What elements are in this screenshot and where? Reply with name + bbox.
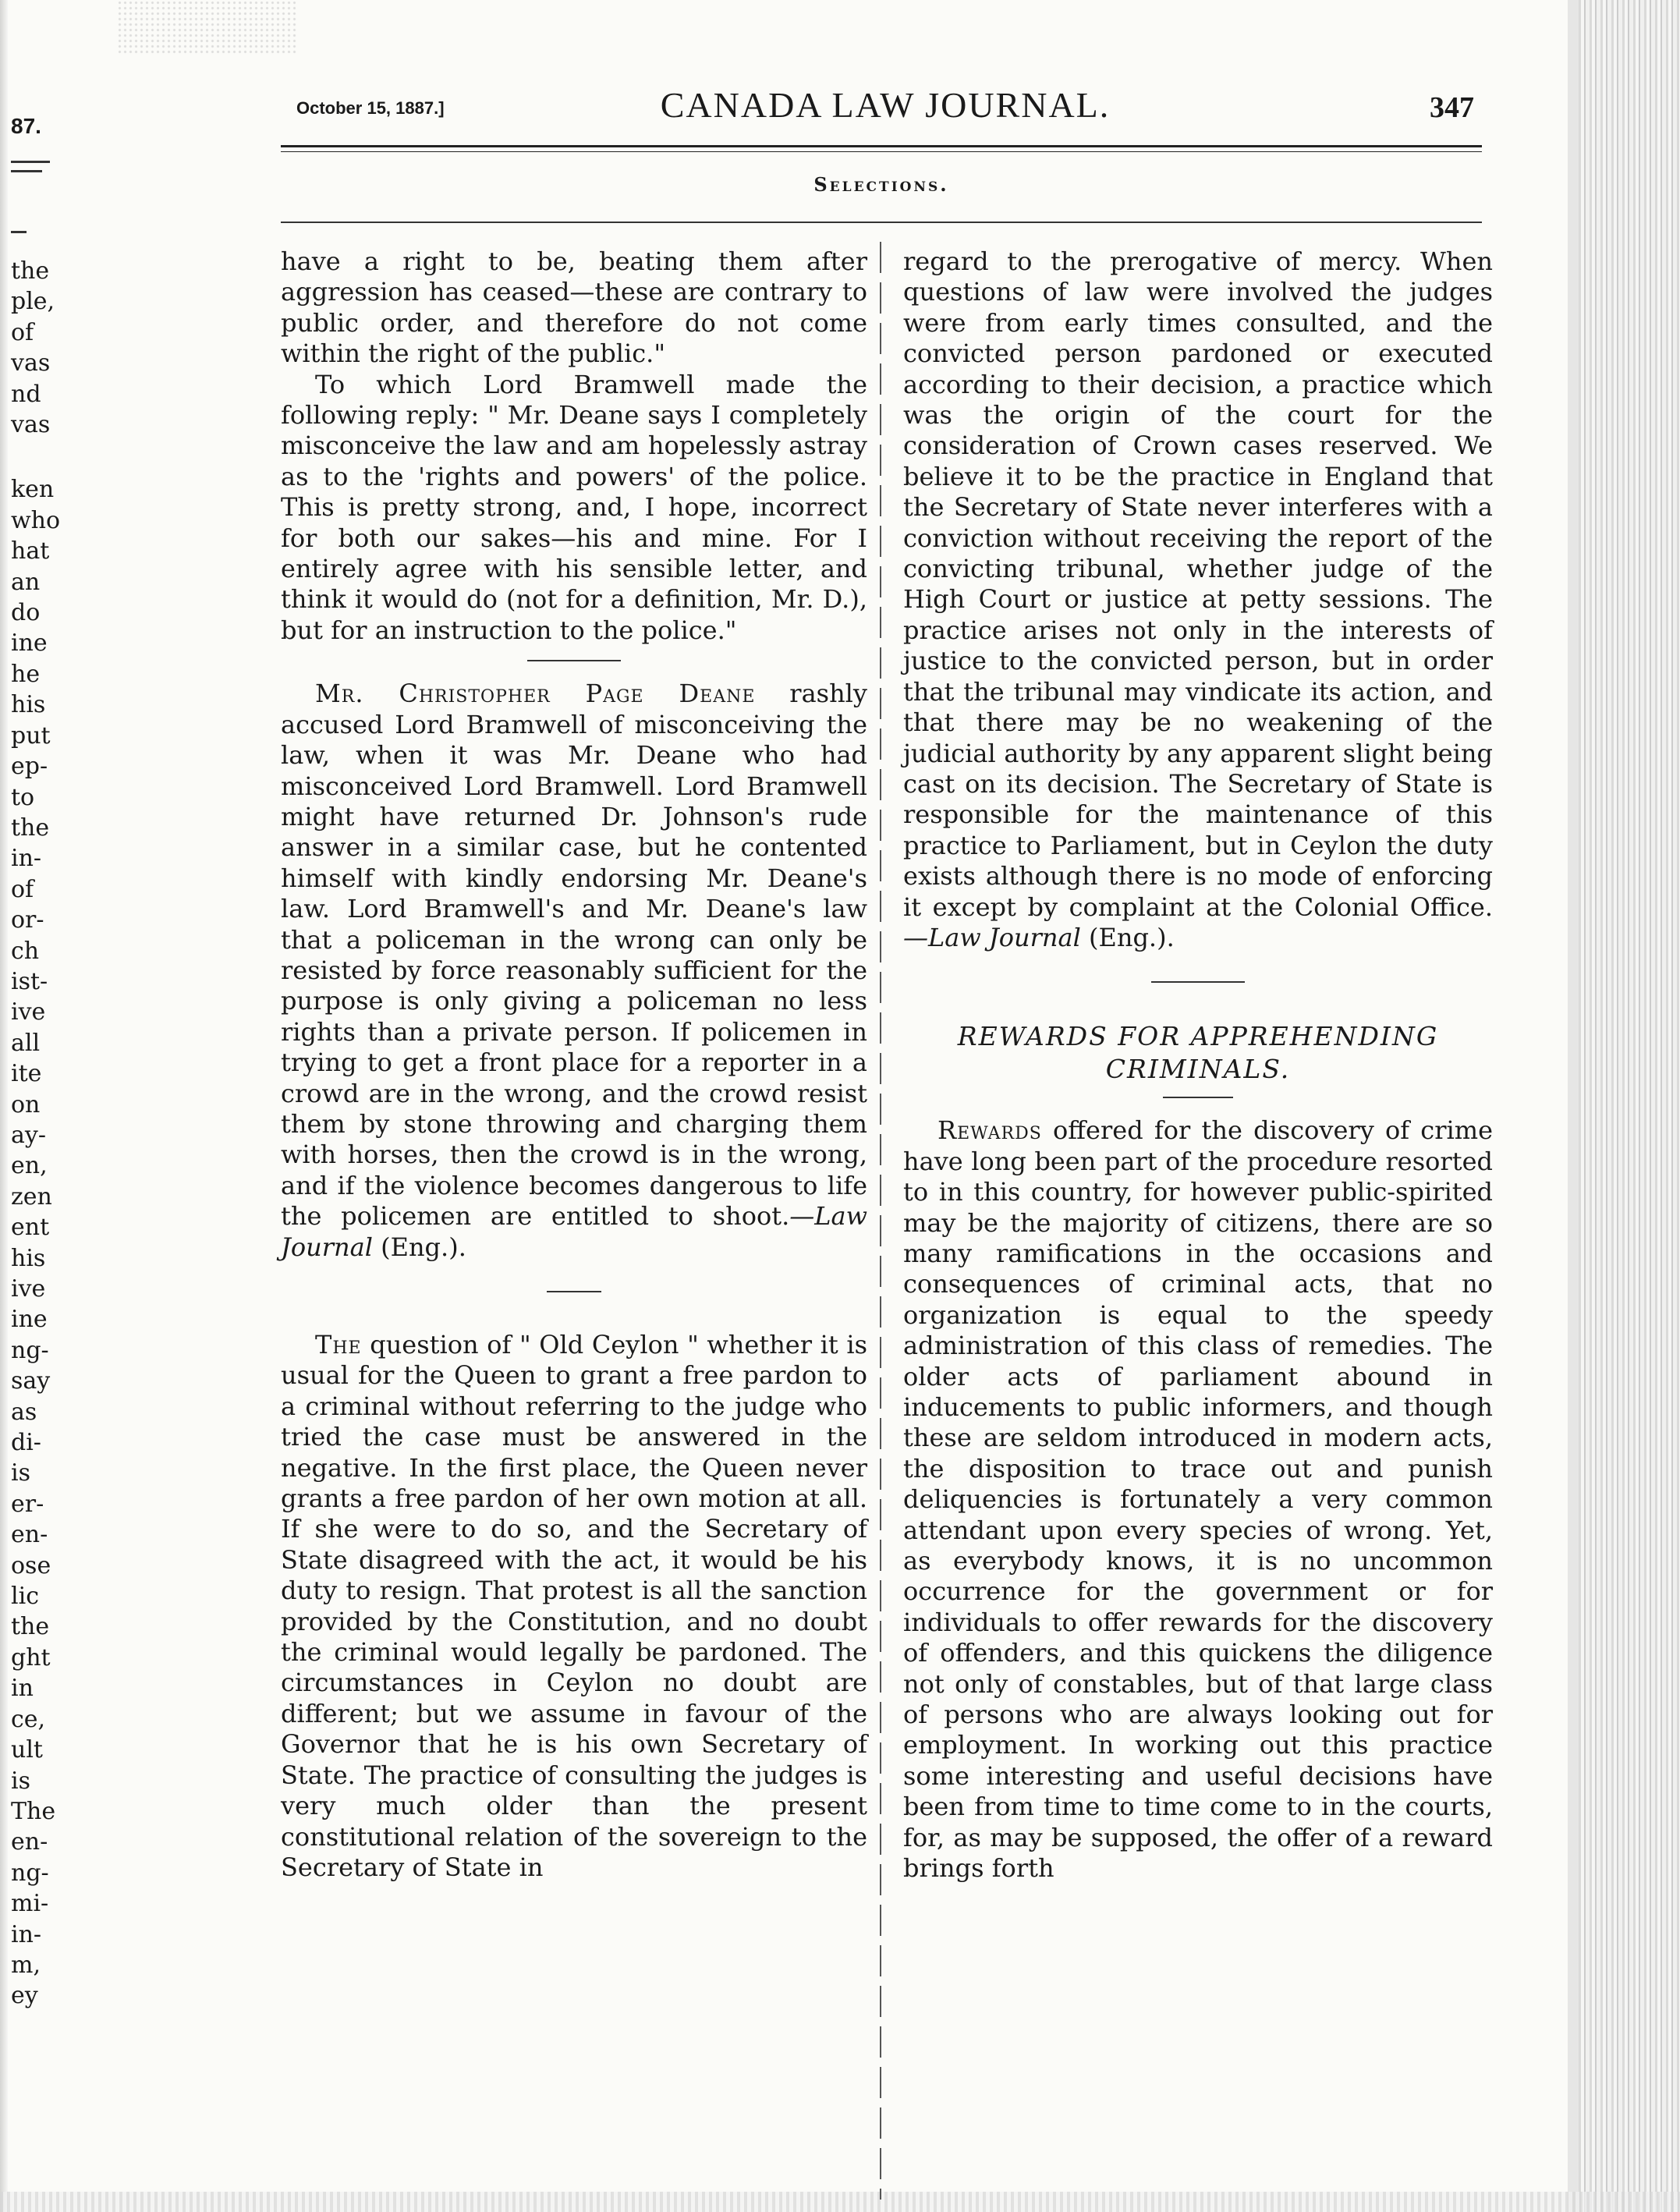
previous-page-fragment: mi- (11, 1890, 49, 1918)
previous-page-fragment: ose (11, 1551, 51, 1579)
previous-page-fragment: m, (11, 1951, 41, 1979)
title-rule (1163, 1097, 1233, 1098)
previous-page-fragment: in- (11, 1920, 42, 1948)
previous-page-rule (11, 231, 27, 233)
previous-page-fragment: in- (11, 845, 42, 873)
source-tail: (Eng.). (1080, 922, 1175, 952)
lead-in: Rewards (937, 1115, 1042, 1146)
previous-page-fragment: ite (11, 1060, 42, 1088)
previous-page-fragment: ive (11, 1275, 46, 1303)
section-rule (281, 222, 1482, 223)
previous-page-fragment: ng- (11, 1859, 49, 1887)
separator-rule (547, 1291, 601, 1292)
previous-page-fragment: the (11, 257, 50, 285)
previous-page-fragment: ken (11, 476, 55, 504)
previous-page-fragment: do (11, 599, 41, 627)
previous-page-fragment: hat (11, 537, 50, 565)
previous-page-fragment: en- (11, 1521, 48, 1549)
left-column (281, 246, 867, 1883)
previous-page-fragment: lic (11, 1583, 39, 1611)
previous-page-fragment: he (11, 660, 41, 688)
previous-page-fragment: to (11, 783, 35, 811)
previous-page-fragment: all (11, 1029, 41, 1057)
previous-page-fragment: the (11, 814, 50, 842)
lead-in: Mr. Christopher Page Deane (315, 679, 756, 709)
column-divider (880, 242, 881, 2200)
previous-page-fragment: of (11, 875, 34, 903)
previous-page-fragment: or- (11, 906, 44, 934)
previous-page-fragment: on (11, 1090, 41, 1118)
scan-edge-bottom (0, 2192, 1680, 2212)
previous-page-fragment: ist- (11, 967, 48, 995)
previous-page-fragment: ent (11, 1214, 50, 1242)
scan-edge-left (0, 0, 8, 2212)
previous-page-rule (11, 170, 42, 172)
previous-page-fragment: nd (11, 380, 41, 408)
source-tail: (Eng.). (372, 1232, 466, 1262)
previous-page-fragment: vas (11, 411, 51, 439)
scan-edge-right-inner (1568, 0, 1579, 2212)
previous-page-fragment: who (11, 506, 61, 534)
previous-page-fragment: put (11, 721, 51, 750)
paragraph: To which Lord Bramwell made the following reply: " Mr. Deane says I completely misconceive the law and am hopelessly astray as to the 'rights and powers' of the police. This is pretty strong, and, I hope, incorrect for both our sakes—his and mine. For I entirely agree with his sensible letter, and think it would do (not for a definition, Mr. D.), but for an instruction to the police." (281, 369, 867, 645)
scan-speckle (117, 0, 296, 55)
previous-page-fragment: his (11, 691, 46, 719)
previous-page-fragment: en- (11, 1828, 48, 1856)
previous-page-fragment: ch (11, 937, 40, 965)
previous-page-fragment: ult (11, 1736, 43, 1764)
running-header (289, 84, 1482, 140)
previous-page-fragment: ey (11, 1982, 38, 2010)
separator-rule (1151, 981, 1245, 983)
previous-page-fragment: di- (11, 1429, 41, 1457)
previous-page-fragment: ght (11, 1643, 51, 1671)
paragraph-body: rashly accused Lord Bramwell of misconceiving the law, when it was Mr. Deane who had misconceived Lord Bramwell. Lord Bramwell might have returned Dr. Johnson's rude answer in a similar case, but he contented himself with kindly endorsing Mr. Deane's law. Lord Bramwell's and Mr. Deane's law that a policeman in the wrong can only be resisted by force reasonably sufficient for the purpose is only giving a policeman no less rights than a private person. If policemen in trying to get a front place for a reporter in a crowd are in the wrong, and the crowd resist them by stone throwing and charging them with horses, then the crowd is in the wrong, and if the violence becomes dangerous to life the policemen are entitled to shoot. (281, 679, 867, 1232)
header-rule (281, 145, 1482, 152)
previous-page-fragment: ine (11, 629, 48, 658)
previous-page-fragment: ive (11, 998, 46, 1026)
previous-page-fragment: an (11, 568, 41, 596)
section-label: Selections. (813, 173, 949, 196)
previous-page-fragment: ng- (11, 1336, 49, 1364)
previous-page-fragment: as (11, 1398, 37, 1426)
previous-page-fragment: in (11, 1675, 34, 1703)
previous-page-fragment: is (11, 1767, 30, 1795)
previous-page-fragment: his (11, 1244, 46, 1272)
paragraph: have a right to be, beating them after aggression has ceased—these are contrary to public order, and therefore do not come within the right of the public." (281, 246, 867, 369)
article-title-line: CRIMINALS. (1105, 1054, 1291, 1085)
previous-page-fragment: is (11, 1459, 30, 1487)
page-number: 347 (1430, 91, 1474, 124)
journal-title: CANADA LAW JOURNAL. (660, 85, 1111, 125)
previous-page-fragment: of (11, 318, 34, 346)
previous-page-number: 87. (11, 114, 41, 138)
previous-page-fragment: en, (11, 1152, 48, 1180)
lead-in: The (315, 1330, 362, 1359)
previous-page-fragment: ay- (11, 1121, 46, 1149)
previous-page-fragment: vas (11, 349, 51, 378)
previous-page-fragment: The (11, 1797, 56, 1825)
previous-page-fragments (11, 256, 60, 2012)
article-title (903, 1020, 1493, 1086)
paragraph-body: question of " Old Ceylon " whether it is usual for the Queen to grant a free pardon to a criminal without referring to the judge who tried the case must be answered in the negative. In the first place, the Queen never grants a free pardon of her own motion at all. If she were to do so, and the Secretary of State disagreed with the act, it would be his duty to resign. That protest is all the sanction provided by the Constitution, and no doubt the criminal would legally be pardoned. The circumstances in Ceylon no doubt are different; but we assume in favour of the Governor that he is his own Secretary of State. The practice of consulting the judges is very much older than the present constitutional relation of the sovereign to the Secretary of State in (281, 1330, 867, 1882)
paragraph (281, 679, 867, 1263)
previous-page-fragment: the (11, 1613, 50, 1641)
article-title-line: REWARDS FOR APPREHENDING (957, 1021, 1439, 1052)
paragraph (281, 1330, 867, 1883)
source-citation: —Law Journal (903, 922, 1081, 952)
paragraph-body: offered for the discovery of crime have long been part of the procedure resorted to in this country, for however public-spirited may be the majority of citizens, there are so many ramifications in the occasions and consequences of criminal acts, that no organization is equal to the speedy administration of this class of remedies. The older acts of parliament abound in inducements to public informers, and though these are seldom introduced in modern acts, the disposition to trace out and punish deliquencies is fortunately a very common attendant upon every species of wrong. Yet, as everybody knows, it is no uncommon occurrence for the government or for individuals to offer rewards for the discovery of offenders, and this quickens the diligence not only of constables, but of that large class of persons who are always looking out for employment. In working out this practice some interesting and useful decisions have been from time to time come to in the courts, for, as may be supposed, the offer of a reward brings forth (903, 1115, 1493, 1884)
previous-page-fragment: ce, (11, 1705, 46, 1733)
previous-page-fragment: ep- (11, 753, 48, 781)
previous-page-fragment: ple, (11, 288, 55, 316)
source-citation: —Law Journal (281, 1201, 867, 1262)
scan-edge-right (1579, 0, 1680, 2212)
previous-page-fragment: say (11, 1367, 51, 1395)
separator-rule (527, 660, 621, 661)
previous-page-rule (11, 161, 50, 163)
paragraph (903, 1115, 1493, 1884)
paragraph (903, 246, 1493, 953)
right-column (903, 246, 1493, 1884)
header-date: October 15, 1887.] (296, 98, 445, 118)
previous-page-fragment: ine (11, 1306, 48, 1334)
previous-page-fragment: er- (11, 1490, 44, 1518)
paragraph-body: regard to the prerogative of mercy. When questions of law were involved the judges were from early times consulted, and the convicted person pardoned or executed according to their decision, a practice which was the origin of the court for the consideration of Crown cases reserved. We believe it to be the practice in England that the Secretary of State never interferes with a conviction without receiving the report of the convicting tribunal, whether judge of the High Court or justice at petty sessions. The practice arises not only in the interests of justice to the convicted person, but in order that the tribunal may vindicate its action, and that there may be no weakening of the judicial authority by any apparent slight being cast on its decision. The Secretary of State is responsible for the maintenance of this practice to Parliament, but in Ceylon the duty exists although there is no mode of enforcing it except by complaint at the Colonial Office. (903, 246, 1493, 922)
previous-page-fragment: zen (11, 1182, 52, 1211)
